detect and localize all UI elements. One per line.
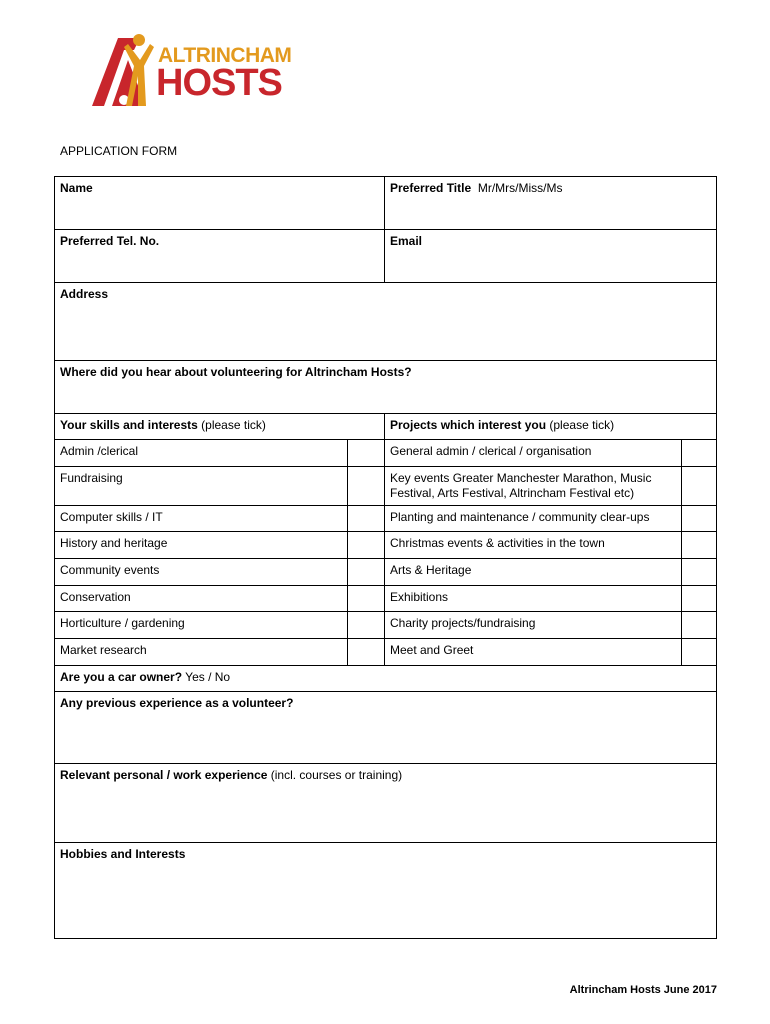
skills-header: Your skills and interests (please tick) (55, 414, 385, 440)
hear-about-field[interactable] (55, 361, 717, 414)
car-owner-options: Yes / No (185, 670, 231, 684)
relevant-experience-label: Relevant personal / work experience (60, 768, 268, 782)
projects-header: Projects which interest you (please tick) (385, 414, 717, 440)
skill-item: Market research (55, 639, 348, 666)
previous-experience-label: Any previous experience as a volunteer? (60, 696, 294, 710)
project-tick-box[interactable] (682, 612, 717, 639)
email-field[interactable] (385, 230, 717, 283)
logo-wordmark-line1: ALTRINCHAM (158, 44, 292, 67)
skill-tick-box[interactable] (348, 612, 385, 639)
tel-field[interactable] (55, 230, 385, 283)
skill-tick-box[interactable] (348, 586, 385, 612)
skill-tick-box[interactable] (348, 440, 385, 467)
skill-item: History and heritage (55, 532, 348, 559)
hobbies-label: Hobbies and Interests (60, 847, 186, 861)
logo-orange-head-icon (133, 34, 145, 46)
project-item: Charity projects/fundraising (385, 612, 682, 639)
project-item: Arts & Heritage (385, 559, 682, 586)
project-tick-box[interactable] (682, 506, 717, 532)
project-item: Planting and maintenance / community clear-ups (385, 506, 682, 532)
project-tick-box[interactable] (682, 467, 717, 506)
car-owner-label: Are you a car owner? (60, 670, 183, 684)
project-item: Meet and Greet (385, 639, 682, 666)
previous-experience-field[interactable] (55, 692, 717, 764)
car-owner-field[interactable] (55, 666, 717, 692)
hear-about-label: Where did you hear about volunteering for Altrincham Hosts? (60, 365, 412, 379)
hobbies-field[interactable] (55, 843, 717, 939)
preferred-title-field[interactable] (385, 177, 717, 230)
skill-tick-box[interactable] (348, 506, 385, 532)
address-label: Address (60, 287, 109, 301)
skill-item: Computer skills / IT (55, 506, 348, 532)
skill-item: Fundraising (55, 467, 348, 506)
application-form-table (54, 176, 717, 939)
relevant-experience-note: (incl. courses or training) (270, 768, 403, 782)
relevant-experience-field[interactable] (55, 764, 717, 843)
logo-wordmark-line2: HOSTS (156, 62, 282, 104)
form-title: APPLICATION FORM (60, 144, 178, 158)
skill-tick-box[interactable] (348, 532, 385, 559)
project-item: Exhibitions (385, 586, 682, 612)
skill-tick-box[interactable] (348, 467, 385, 506)
project-tick-box[interactable] (682, 639, 717, 666)
skill-tick-box[interactable] (348, 559, 385, 586)
project-item: Christmas events & activities in the town (385, 532, 682, 559)
skill-tick-box[interactable] (348, 639, 385, 666)
project-tick-box[interactable] (682, 586, 717, 612)
skill-item: Admin /clerical (55, 440, 348, 467)
name-label: Name (60, 181, 93, 195)
preferred-title-label: Preferred Title (390, 181, 472, 195)
tel-label: Preferred Tel. No. (60, 234, 160, 248)
skill-item: Horticulture / gardening (55, 612, 348, 639)
footer-text: Altrincham Hosts June 2017 (569, 984, 717, 996)
project-tick-box[interactable] (682, 440, 717, 467)
project-tick-box[interactable] (682, 559, 717, 586)
project-tick-box[interactable] (682, 532, 717, 559)
project-item: Key events Greater Manchester Marathon, Music Festival, Arts Festival, Altrincham Festival etc) (385, 467, 682, 506)
preferred-title-options: Mr/Mrs/Miss/Ms (477, 181, 563, 195)
skill-item: Community events (55, 559, 348, 586)
name-field[interactable] (55, 177, 385, 230)
address-field[interactable] (55, 283, 717, 361)
email-label: Email (390, 234, 423, 248)
project-item: General admin / clerical / organisation (385, 440, 682, 467)
skill-item: Conservation (55, 586, 348, 612)
